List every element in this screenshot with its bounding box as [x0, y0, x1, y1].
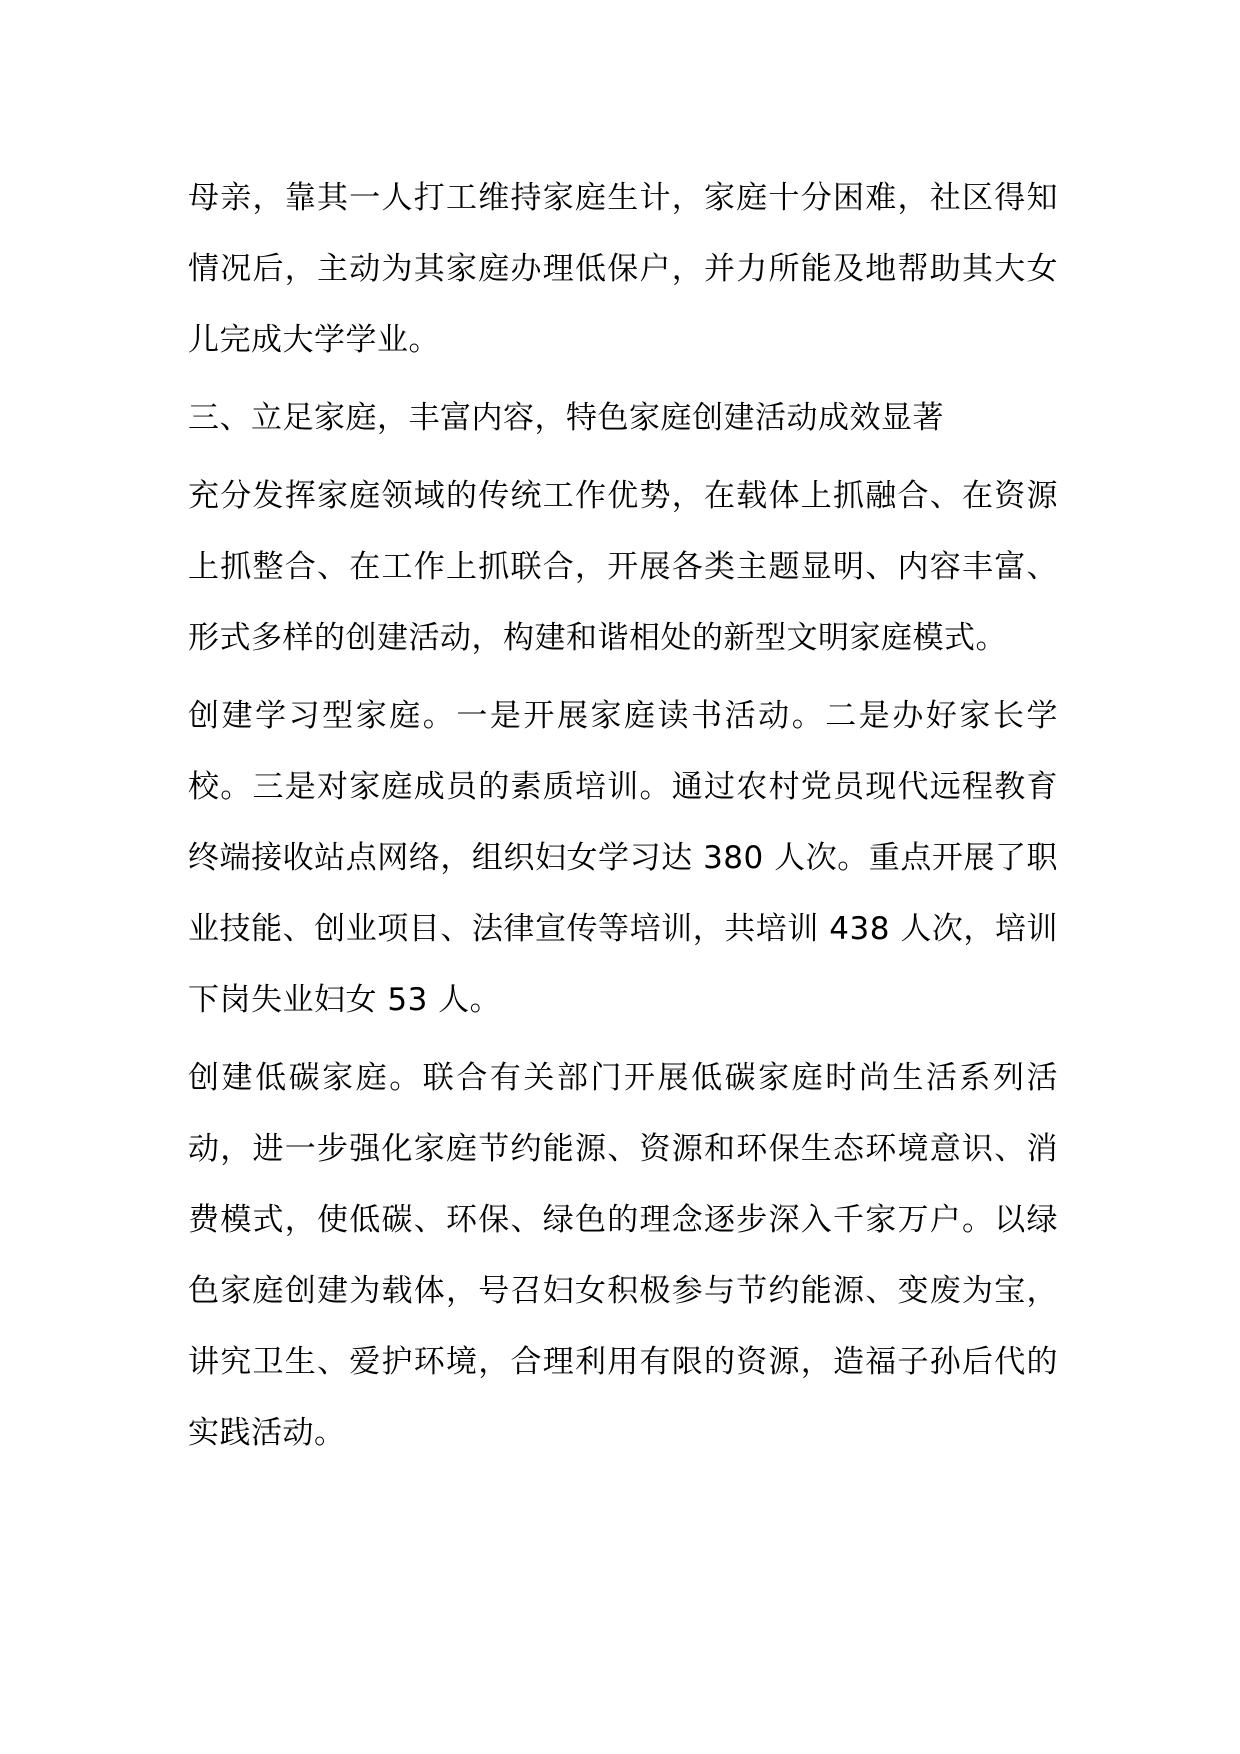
section-heading: 三、立足家庭，丰富内容，特色家庭创建活动成效显著: [188, 400, 944, 436]
paragraph-learning-family: 创建学习型家庭。一是开展家庭读书活动。二是办好家长学校。三是对家庭成员的素质培训。通过农村党员现代远程教育终端接收站点网络，组织妇女学习达 380 人次。重点开展了职业技能、创业项目、法律宣传等培训，共培训 438 人次，培训下岗失业妇女 53 人。: [188, 698, 1058, 1018]
paragraph-continuation: 母亲，靠其一人打工维持家庭生计，家庭十分困难，社区得知情况后，主动为其家庭办理低保户，并力所能及地帮助其大女儿完成大学学业。: [188, 180, 1058, 358]
paragraph-low-carbon-family: 创建低碳家庭。联合有关部门开展低碳家庭时尚生活系列活动，进一步强化家庭节约能源、资源和环保生态环境意识、消费模式，使低碳、环保、绿色的理念逐步深入千家万户。以绿色家庭创建为载体，号召妇女积极参与节约能源、变废为宝，讲究卫生、爱护环境，合理利用有限的资源，造福子孙后代的实践活动。: [188, 1060, 1058, 1451]
document-page: [188, 163, 1058, 1469]
paragraph-section-intro: 充分发挥家庭领域的传统工作优势，在载体上抓融合、在资源上抓整合、在工作上抓联合，开展各类主题显明、内容丰富、形式多样的创建活动，构建和谐相处的新型文明家庭模式。: [188, 478, 1058, 656]
